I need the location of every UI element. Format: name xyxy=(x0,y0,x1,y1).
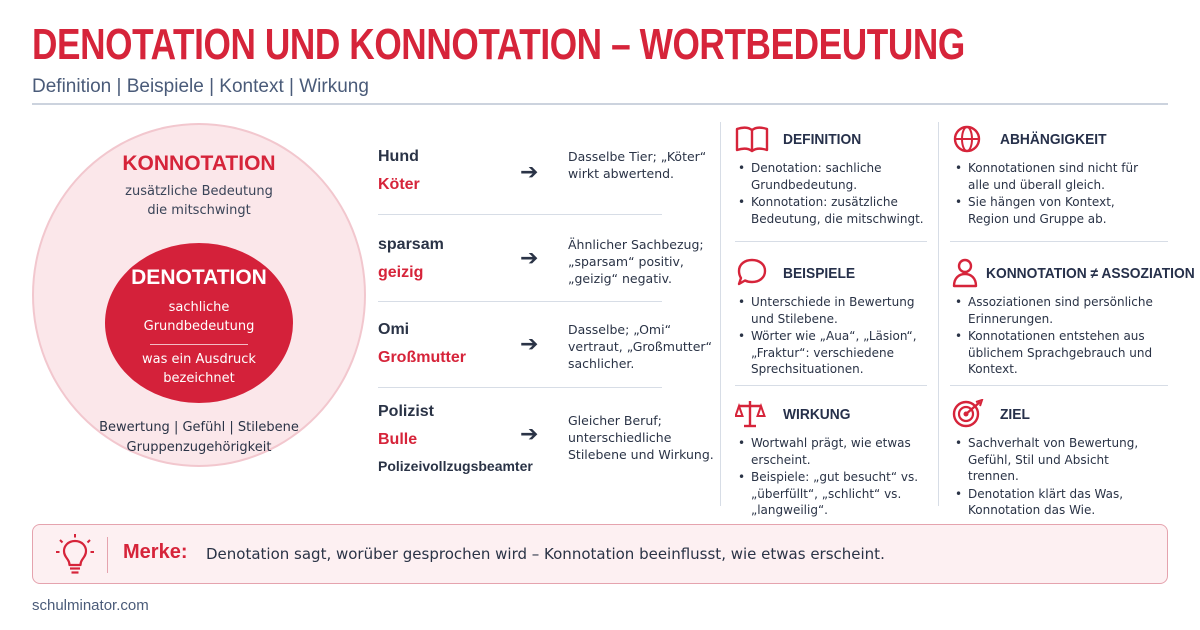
konnotation-desc-line-1: zusätzliche Bedeutung xyxy=(125,184,273,199)
ziel-title: ZIEL xyxy=(1000,406,1030,423)
connoted-word: Köter xyxy=(378,176,420,193)
list-item: • Konnotationen entstehen aus üblichem Sprachgebrauch und Kontext. xyxy=(952,328,1157,378)
formal-word: Polizeivollzugsbeamter xyxy=(378,458,533,474)
abhaengigkeit-title: ABHÄNGIGKEIT xyxy=(1000,131,1107,148)
grid-divider xyxy=(735,241,927,242)
scales-icon xyxy=(735,399,769,429)
arrow-right-icon: ➔ xyxy=(520,422,539,447)
book-icon xyxy=(735,124,769,154)
pair-divider xyxy=(378,214,662,215)
wirkung-list xyxy=(735,435,940,520)
denotation-divider xyxy=(150,344,248,345)
merke-callout xyxy=(32,524,1168,584)
neutral-word: sparsam xyxy=(378,236,444,253)
merke-label: Merke: xyxy=(123,541,188,563)
grid-divider xyxy=(950,385,1168,386)
denotation-desc-line-2: Grundbedeutung xyxy=(143,319,255,334)
pair-explanation: Dasselbe; „Omi“ vertraut, „Großmutter“ sachlicher. xyxy=(568,322,713,371)
konnotation-aspects xyxy=(32,418,366,458)
beispiele-title: BEISPIELE xyxy=(783,265,856,282)
denotation-note-line-1: was ein Ausdruck xyxy=(142,352,256,367)
konnotation-title: KONNOTATION xyxy=(122,152,276,175)
merke-divider xyxy=(107,537,108,573)
abhaengigkeit-list xyxy=(952,160,1157,228)
konnotation-desc-line-2: die mitschwingt xyxy=(147,203,251,218)
list-item: • Konnotationen sind nicht für alle und überall gleich. xyxy=(952,160,1157,193)
globe-icon xyxy=(952,124,986,154)
list-item: • Konnotation: zusätzliche Bedeutung, die mitschwingt. xyxy=(735,194,940,227)
konnotation-aspects-line-2: Gruppenzugehörigkeit xyxy=(126,440,272,455)
arrow-right-icon: ➔ xyxy=(520,246,539,271)
konnotation-aspects-line-1: Bewertung | Gefühl | Stilebene xyxy=(99,420,299,435)
target-icon xyxy=(952,399,986,429)
word-pair xyxy=(378,236,704,324)
list-item: • Denotation: sachliche Grundbedeutung. xyxy=(735,160,940,193)
list-item: • Wortwahl prägt, wie etwas erscheint. xyxy=(735,435,940,468)
word-pair xyxy=(378,403,714,491)
list-item: • Sie hängen von Kontext, Region und Gruppe ab. xyxy=(952,194,1157,227)
connoted-word: geizig xyxy=(378,264,424,281)
person-icon xyxy=(952,258,986,288)
denotation-title: DENOTATION xyxy=(131,266,267,289)
pair-divider xyxy=(378,387,662,388)
neutral-word: Polizist xyxy=(378,403,435,420)
list-item: • Unterschiede in Bewertung und Stilebene. xyxy=(735,294,940,327)
denotation-desc-line-1: sachliche xyxy=(168,300,230,315)
pair-divider xyxy=(378,301,662,302)
grid-divider xyxy=(950,241,1168,242)
connoted-word: Großmutter xyxy=(378,349,466,366)
list-item: • Denotation klärt das Was, Konnotation das Wie. xyxy=(952,486,1157,519)
wirkung-title: WIRKUNG xyxy=(783,406,851,423)
denotation-note-line-2: bezeichnet xyxy=(163,371,235,386)
pair-explanation: Dasselbe Tier; „Köter“ wirkt abwertend. xyxy=(568,149,707,181)
konnotation-description xyxy=(32,182,366,220)
pair-explanation: Gleicher Beruf; unterschiedliche Stilebene und Wirkung. xyxy=(568,413,714,462)
beispiele-list xyxy=(735,294,940,379)
grid-divider xyxy=(735,385,927,386)
merke-text: Denotation sagt, worüber gesprochen wird – Konnotation beeinflusst, wie etwas erscheint. xyxy=(206,545,885,563)
lightbulb-icon xyxy=(55,533,95,577)
word-pair xyxy=(378,321,713,409)
neutral-word: Omi xyxy=(378,321,410,338)
pair-explanation: Ähnlicher Sachbezug; „sparsam“ positiv, „geizig“ negativ. xyxy=(568,237,704,286)
ziel-list xyxy=(952,435,1157,520)
page-subtitle: Definition | Beispiele | Kontext | Wirkung xyxy=(32,76,369,97)
word-pair xyxy=(378,148,707,236)
assoziation-list xyxy=(952,294,1157,379)
grid-divider xyxy=(720,122,721,506)
header-divider xyxy=(32,103,1168,105)
list-item: • Beispiele: „gut besucht“ vs. „überfüllt“, „schlicht“ vs. „langweilig“. xyxy=(735,469,940,519)
speech-bubble-icon xyxy=(735,258,769,288)
connoted-word: Bulle xyxy=(378,431,418,448)
page-title: DENOTATION UND KONNOTATION – WORTBEDEUTUNG xyxy=(32,20,965,69)
list-item: • Sachverhalt von Bewertung, Gefühl, Stil und Absicht trennen. xyxy=(952,435,1157,485)
list-item: • Assoziationen sind persönliche Erinnerungen. xyxy=(952,294,1157,327)
list-item: • Wörter wie „Aua“, „Läsion“, „Fraktur“: verschiedene Sprechsituationen. xyxy=(735,328,940,378)
denotation-description xyxy=(105,298,293,336)
denotation-note xyxy=(105,350,293,388)
definition-title: DEFINITION xyxy=(783,131,862,148)
assoziation-title: KONNOTATION ≠ ASSOZIATION xyxy=(986,265,1195,282)
arrow-right-icon: ➔ xyxy=(520,160,539,185)
arrow-right-icon: ➔ xyxy=(520,332,539,357)
footer-source: schulminator.com xyxy=(32,597,149,614)
definition-list xyxy=(735,160,940,228)
neutral-word: Hund xyxy=(378,148,419,165)
